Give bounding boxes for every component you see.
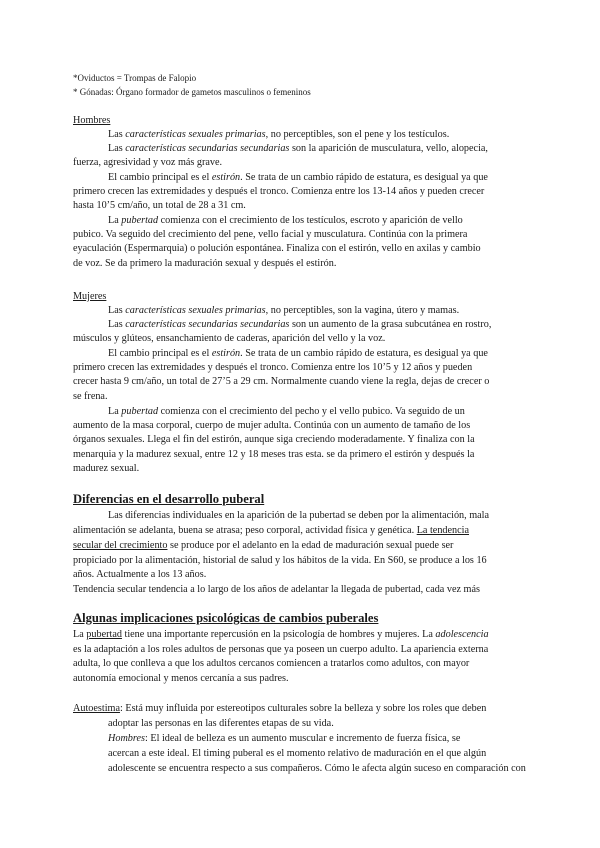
- mujeres-estiron-2: primero crecen las extremidades y después el tronco. Comienza entre los 10’5 y 12 años y pueden: [73, 362, 473, 373]
- diferencias-line-6: Tendencia secular tendencia a lo largo de los años de adelantar la llegada de pubertad, cada vez más: [73, 584, 480, 595]
- autoestima-hombres-2: acercan a este ideal. El timing puberal es el momento relativo de maduración en el que algún: [108, 748, 487, 759]
- diferencias-line-2: alimentación se adelanta, buena se atrasa; peso corporal, actividad física y genética. La tendencia: [73, 525, 470, 536]
- hombres-heading: Hombres: [73, 115, 111, 126]
- hombres-estiron-2: primero crecen las extremidades y después el tronco. Comienza entre los 13-14 años y pueden crecer: [73, 186, 485, 197]
- diferencias-line-4: propiciado por la alimentación, historial de salud y los hábitos de la vida. En S60, se produce a los 16: [73, 555, 487, 566]
- implicaciones-line-3: adulta, lo que conlleva a que los adultos cercanos comiencen a tratarlos como adultos, con mayor: [73, 658, 470, 669]
- mujeres-estiron-4: se frena.: [73, 391, 108, 402]
- hombres-secundarias: Las características secundarias secundarias son la aparición de musculatura, vello, alopecia,: [108, 143, 488, 154]
- autoestima-line-2: adoptar las personas en las diferentes etapas de su vida.: [108, 718, 334, 729]
- hombres-secundarias-cont: fuerza, agresividad y voz más grave.: [73, 157, 223, 168]
- hombres-estiron: El cambio principal es el estirón. Se trata de un cambio rápido de estatura, es desigual ya que: [108, 172, 488, 183]
- mujeres-pubertad-4: menarquia y la madurez sexual, entre 12 y 18 meses tras esta. se da primero el estirón y después la: [73, 449, 475, 460]
- mujeres-heading: Mujeres: [73, 291, 107, 302]
- autoestima-hombres-3: adolescente se encuentra respecto a sus compañeros. Cómo le afecta algún suceso en comparación con: [108, 763, 526, 774]
- hombres-pubertad-3: eyaculación (Espermarquia) o polución espontánea. Finaliza con el estirón, vello en axilas y cambio: [73, 243, 481, 254]
- mujeres-primarias: Las características sexuales primarias, no perceptibles, son la vagina, útero y mamas.: [108, 305, 460, 316]
- hombres-estiron-3: hasta 10’5 cm/año, un total de 28 a 31 cm.: [73, 200, 246, 211]
- autoestima-line-1: Autoestima: Está muy influida por estereotipos culturales sobre la belleza y sobre los roles que deben: [73, 703, 487, 714]
- diferencias-heading: Diferencias en el desarrollo puberal: [73, 492, 265, 506]
- autoestima-hombres-1: Hombres: El ideal de belleza es un aumento muscular e incremento de fuerza física, se: [108, 733, 461, 744]
- mujeres-pubertad-2: aumento de la masa corporal, cuerpo de mujer adulta. Continúa con un aumento de tamaño de los: [73, 420, 471, 431]
- diferencias-line-3: secular del crecimiento se produce por el adelanto en la edad de maduración sexual puede ser: [73, 540, 454, 551]
- mujeres-estiron: El cambio principal es el estirón. Se trata de un cambio rápido de estatura, es desigual ya que: [108, 348, 488, 359]
- implicaciones-line-2: es la adaptación a los roles adultos de personas que ya poseen un cuerpo adulto. La apariencia externa: [73, 644, 489, 655]
- hombres-pubertad: La pubertad comienza con el crecimiento de los testículos, escroto y aparición de vello: [108, 215, 463, 226]
- implicaciones-heading: Algunas implicaciones psicológicas de cambios puberales: [73, 611, 379, 625]
- note-gonadas: * Gónadas: Órgano formador de gametos masculinos o femeninos: [73, 87, 311, 97]
- implicaciones-line-4: autonomía emocional y menos cercanía a sus padres.: [73, 673, 289, 684]
- mujeres-pubertad-5: madurez sexual.: [73, 463, 140, 474]
- mujeres-pubertad: La pubertad comienza con el crecimiento del pecho y el vello pubico. Va seguido de un: [108, 406, 465, 417]
- diferencias-line-1: Las diferencias individuales en la aparición de la pubertad se deben por la alimentación, mala: [108, 510, 490, 521]
- mujeres-secundarias: Las características secundarias secundarias son un aumento de la grasa subcutánea en rostro,: [108, 319, 492, 330]
- hombres-primarias: Las características sexuales primarias, no perceptibles, son el pene y los testículos.: [108, 129, 450, 140]
- diferencias-line-5: años. Actualmente a los 13 años.: [73, 569, 207, 580]
- hombres-pubertad-2: pubico. Va seguido del crecimiento del pene, vello facial y musculatura. Continúa con la primera: [73, 229, 468, 240]
- mujeres-secundarias-cont: músculos y glúteos, ensanchamiento de caderas, aparición del vello y la voz.: [73, 333, 386, 344]
- note-oviductos: *Oviductos = Trompas de Falopio: [73, 73, 197, 83]
- mujeres-estiron-3: crecer hasta 9 cm/año, un total de 27’5 a 29 cm. Normalmente cuando viene la regla, dejas de crecer o: [73, 376, 490, 387]
- implicaciones-line-1: La pubertad tiene una importante repercusión en la psicología de hombres y mujeres. La adolescencia: [73, 629, 489, 640]
- mujeres-pubertad-3: órganos sexuales. Llega el fin del estirón, aunque siga creciendo moderadamente. Y finaliza con la: [73, 434, 475, 445]
- hombres-pubertad-4: de voz. Se da primero la maduración sexual y después el estirón.: [73, 258, 337, 269]
